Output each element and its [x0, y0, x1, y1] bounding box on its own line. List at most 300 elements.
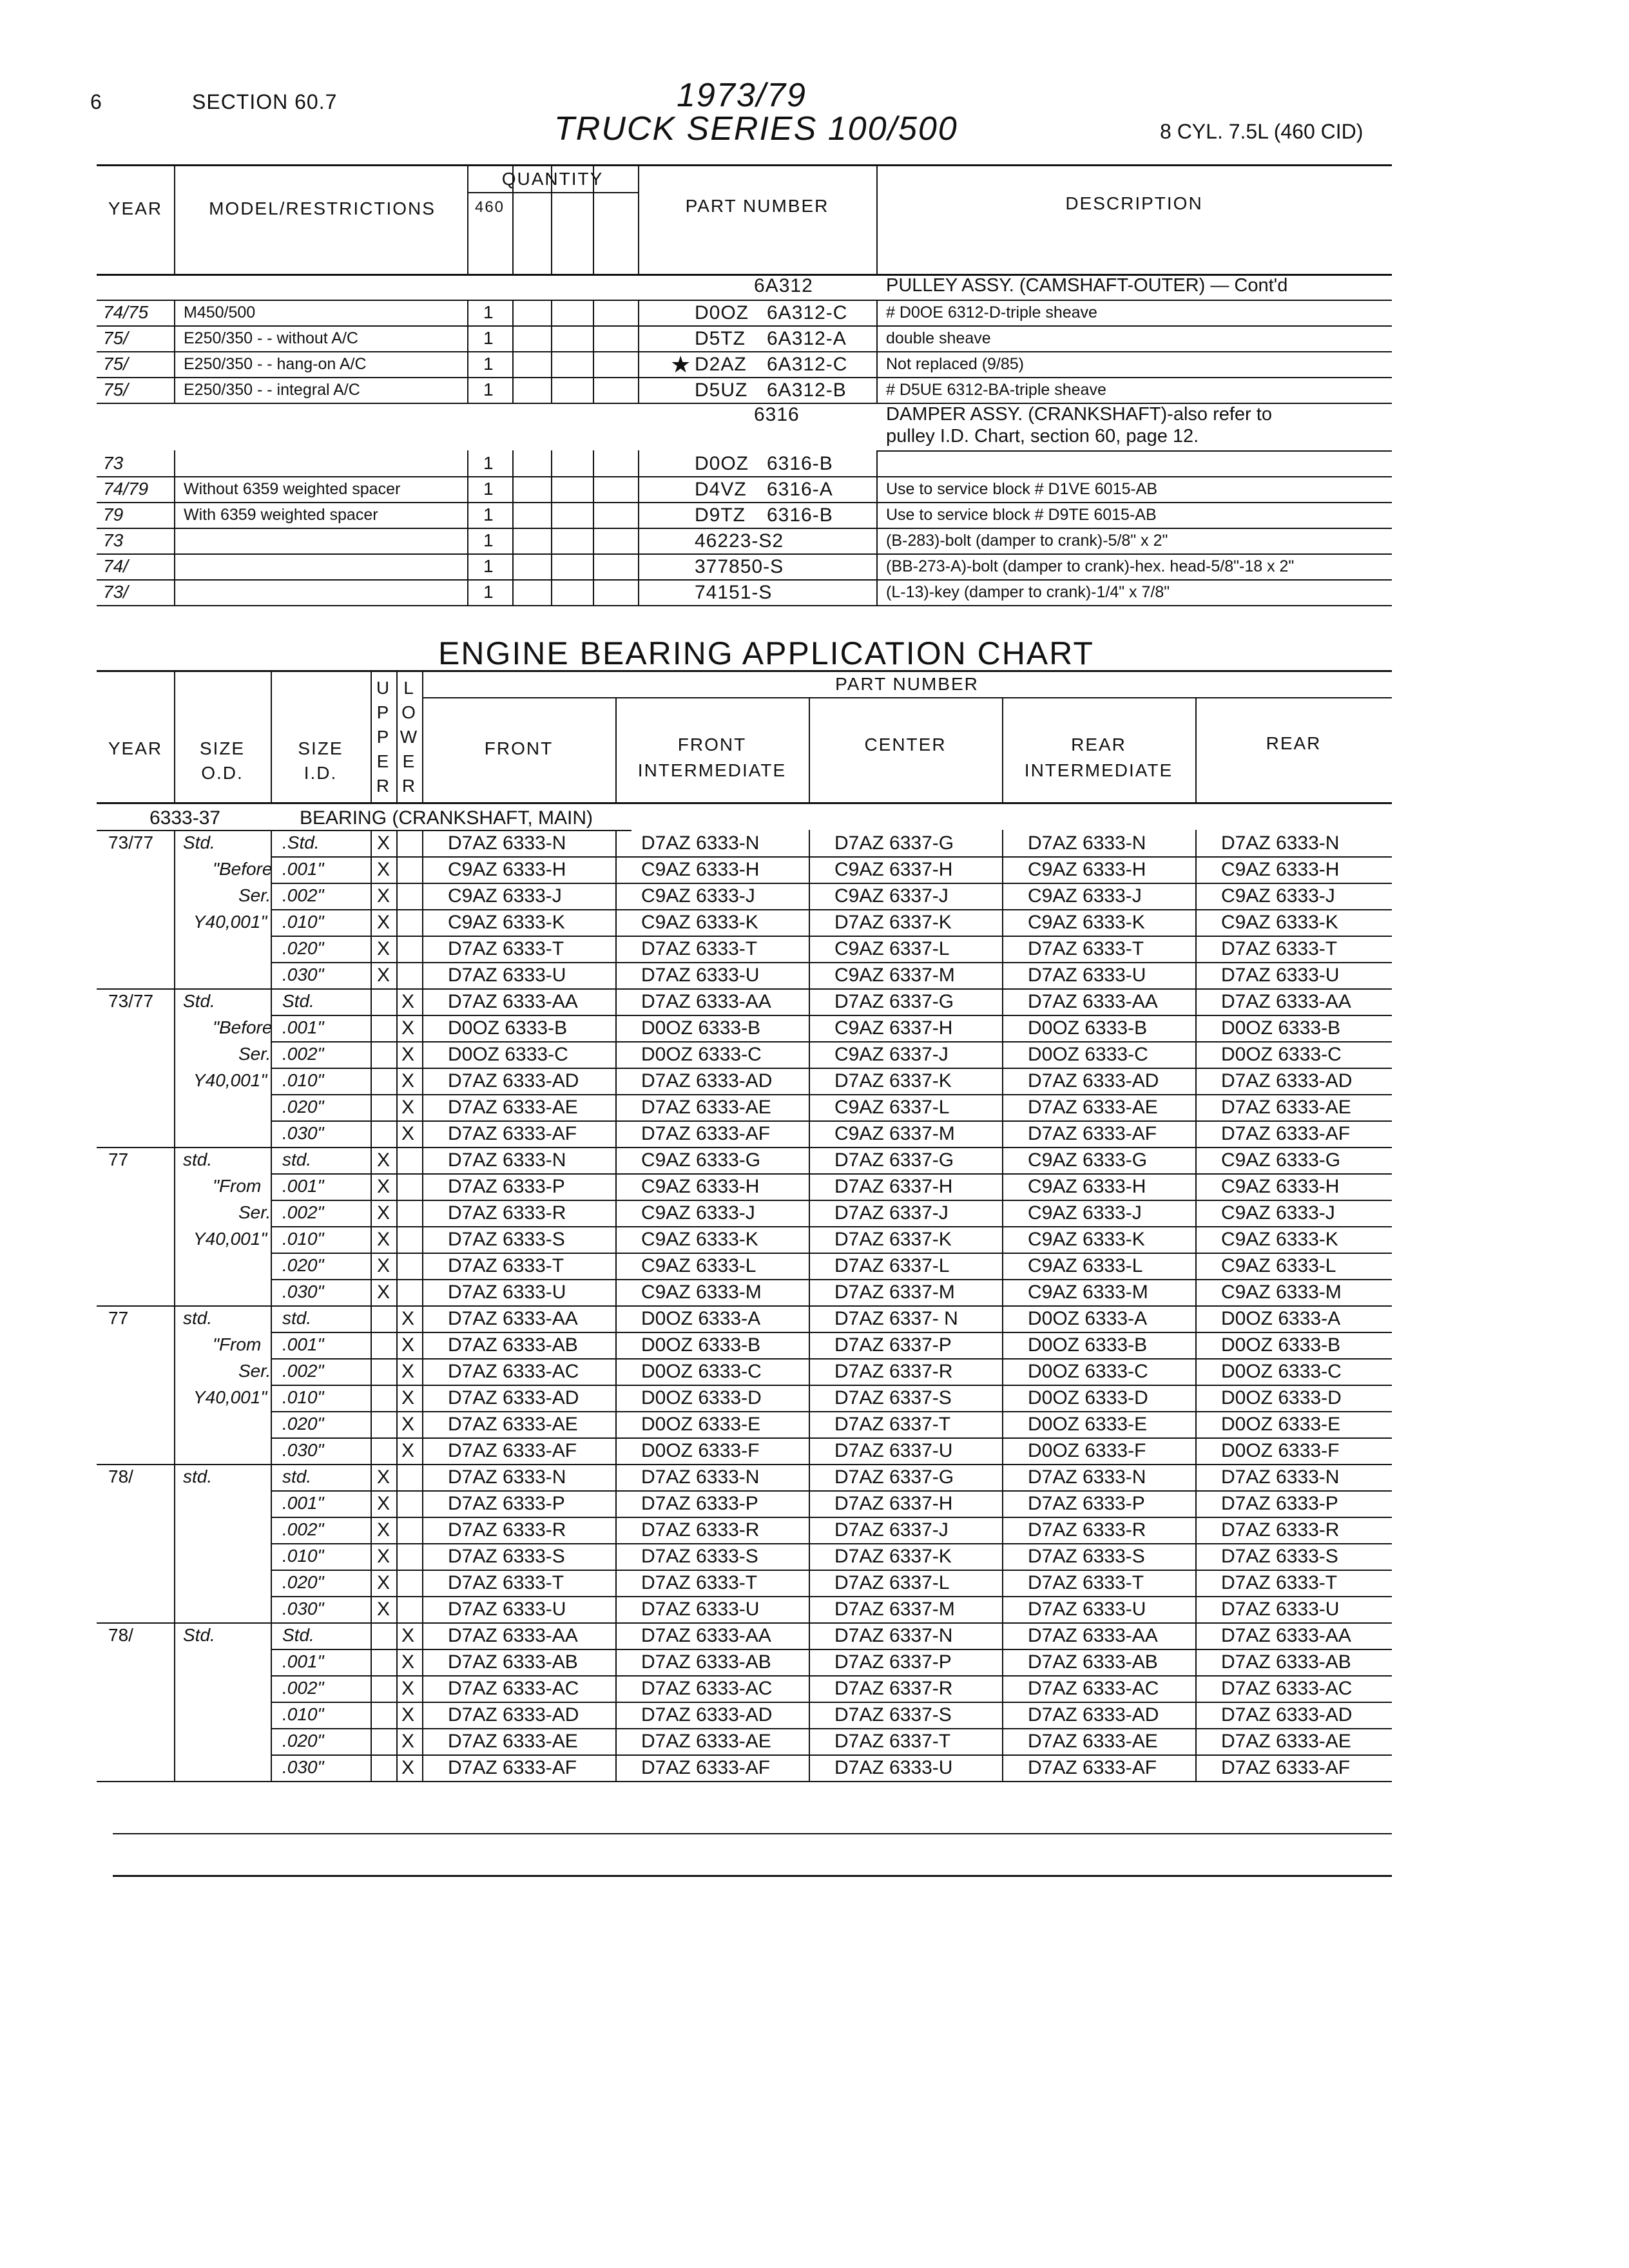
row-model: M450/500	[184, 303, 256, 322]
row-model: E250/350 - - hang-on A/C	[184, 355, 367, 373]
part-number-cell: D7AZ 6333-T	[641, 938, 758, 959]
column-divider	[615, 1675, 617, 1702]
column-divider	[615, 856, 617, 883]
rule-line	[97, 300, 1392, 301]
column-divider	[1195, 1622, 1197, 1649]
column-divider	[809, 1279, 810, 1305]
part-number-cell: C9AZ 6333-K	[1221, 912, 1338, 933]
column-divider	[615, 1649, 617, 1675]
bearing-mark: X	[377, 1466, 390, 1488]
column-divider	[615, 883, 617, 909]
bearing-mark: X	[377, 1519, 390, 1541]
column-divider	[371, 883, 372, 909]
bearing-mark: X	[377, 965, 390, 986]
part-number-cell: D0OZ 6333-B	[1221, 1017, 1341, 1039]
column-divider	[396, 1173, 398, 1200]
group-year: 73/77	[108, 991, 154, 1011]
column-divider	[1002, 1490, 1003, 1517]
column-divider	[809, 1120, 810, 1147]
bearing-mark: X	[401, 1440, 415, 1461]
rule-line	[271, 1385, 1392, 1386]
row-year: 73	[103, 530, 124, 550]
size-id: .002"	[282, 1202, 324, 1222]
bearing-mark: X	[377, 938, 390, 959]
row-part-prefix: D0OZ	[695, 453, 749, 474]
column-divider	[1195, 1094, 1197, 1120]
column-divider	[809, 1702, 810, 1728]
column-divider	[371, 1464, 372, 1490]
size-od: Ser.	[238, 1361, 271, 1381]
column-divider	[1195, 1570, 1197, 1596]
rule-line	[271, 883, 1392, 884]
column-divider	[371, 909, 372, 936]
column-divider	[638, 450, 639, 476]
part-number-cell: C9AZ 6333-H	[1221, 1176, 1340, 1197]
part-number-cell: D7AZ 6333-U	[1221, 1599, 1340, 1620]
size-od: Ser.	[238, 1044, 271, 1064]
column-divider	[809, 856, 810, 883]
column-divider	[876, 377, 878, 403]
column-divider	[271, 1675, 272, 1702]
column-divider	[1002, 1649, 1003, 1675]
column-divider	[809, 1094, 810, 1120]
size-id: .030"	[282, 1440, 324, 1460]
column-divider	[371, 1596, 372, 1622]
column-divider	[271, 1226, 272, 1253]
rule-line	[97, 325, 1392, 327]
column-divider	[809, 883, 810, 909]
engine-spec: 8 CYL. 7.5L (460 CID)	[1160, 120, 1364, 143]
part-number-cell: D7AZ 6333-AA	[641, 1625, 771, 1646]
part-number-cell: C9AZ 6333-J	[641, 1202, 755, 1224]
part-number-cell: C9AZ 6333-J	[1028, 1202, 1142, 1224]
part-number-cell: C9AZ 6333-K	[1028, 912, 1145, 933]
part-number-cell: D7AZ 6333-T	[1028, 1572, 1144, 1593]
row-part-prefix: D5TZ	[695, 328, 746, 349]
part-number-cell: D7AZ 6333-P	[1028, 1493, 1145, 1514]
row-year: 75/	[103, 328, 128, 348]
bearing-mark: X	[377, 885, 390, 907]
upper-header-letter: U	[376, 678, 391, 698]
row-star: ★	[670, 351, 691, 378]
row-part-number: 74151-S	[695, 582, 773, 603]
size-od: Std.	[183, 1625, 215, 1645]
column-divider	[512, 528, 514, 553]
row-part-number: 6A312-B	[767, 380, 847, 401]
column-divider	[615, 1490, 617, 1517]
rule-line	[271, 1437, 1392, 1439]
column-divider	[396, 1649, 398, 1675]
column-divider	[1195, 1015, 1197, 1041]
column-divider	[809, 1068, 810, 1094]
part-number-cell: D0OZ 6333-D	[1028, 1387, 1148, 1408]
size-id: .001"	[282, 1176, 324, 1196]
rule-line	[271, 1094, 1392, 1095]
column-divider	[422, 856, 423, 883]
part-number-cell: D7AZ 6333-AA	[1221, 991, 1351, 1012]
row-model: With 6359 weighted spacer	[184, 506, 378, 524]
size-id: .020"	[282, 1414, 324, 1434]
part-number-cell: C9AZ 6333-M	[1221, 1282, 1342, 1303]
rule-line	[271, 856, 1392, 858]
part-number-cell: D7AZ 6333-AE	[1028, 1097, 1158, 1118]
row-quantity: 1	[483, 328, 494, 348]
column-divider	[809, 1490, 810, 1517]
size-id: .001"	[282, 859, 324, 879]
column-divider	[371, 1279, 372, 1305]
column-divider	[1195, 1437, 1197, 1464]
column-divider	[593, 450, 594, 476]
part-number-cell: D7AZ 6333-AC	[448, 1678, 579, 1699]
column-divider	[422, 1094, 423, 1120]
part-number-cell: C9AZ 6337-J	[834, 885, 949, 907]
column-divider	[1195, 1596, 1197, 1622]
column-divider	[638, 164, 639, 274]
size-id: .002"	[282, 1044, 324, 1064]
column-divider	[271, 936, 272, 962]
rule-line	[271, 1596, 1392, 1597]
column-divider	[371, 830, 372, 856]
column-divider	[422, 1622, 423, 1649]
row-description: (BB-273-A)-bolt (damper to crank)-hex. head-5/8"-18 x 2"	[886, 557, 1295, 575]
part-number-cell: C9AZ 6333-H	[641, 1176, 760, 1197]
column-divider	[174, 476, 175, 502]
part-number-cell: D7AZ 6333-S	[1028, 1546, 1145, 1567]
part-number-cell: D7AZ 6333-P	[641, 1493, 758, 1514]
column-divider	[512, 300, 514, 325]
part-number-cell: D0OZ 6333-D	[1221, 1387, 1342, 1408]
column-divider	[1002, 1570, 1003, 1596]
column-divider	[422, 1015, 423, 1041]
column-divider	[593, 300, 594, 325]
part-number-cell: D7AZ 6333-R	[448, 1202, 566, 1224]
part-number-cell: D7AZ 6333-N	[1221, 1466, 1340, 1488]
group-title-continued: pulley I.D. Chart, section 60, page 12.	[886, 426, 1199, 447]
column-divider	[809, 1728, 810, 1754]
part-number-cell: D0OZ 6333-E	[641, 1414, 761, 1435]
part-number-cell: D0OZ 6333-B	[448, 1017, 568, 1039]
part-number-cell: D7AZ 6333-AE	[1221, 1097, 1351, 1118]
column-divider	[809, 830, 810, 856]
column-divider	[1195, 1490, 1197, 1517]
column-divider	[593, 528, 594, 553]
group-year: 73/77	[108, 832, 154, 852]
rule-line	[113, 1875, 1392, 1877]
rule-line	[271, 909, 1392, 910]
column-divider	[396, 1068, 398, 1094]
column-divider	[809, 1622, 810, 1649]
column-divider	[1195, 962, 1197, 988]
column-divider	[1195, 1068, 1197, 1094]
column-divider	[271, 1385, 272, 1411]
rule-line	[113, 1833, 1392, 1834]
part-number-cell: D7AZ 6333-R	[1028, 1519, 1146, 1541]
column-divider	[271, 1120, 272, 1147]
rule-line	[271, 1358, 1392, 1360]
part-number-cell: D7AZ 6333-AF	[448, 1123, 577, 1144]
column-divider	[615, 1411, 617, 1437]
column-divider	[615, 1570, 617, 1596]
column-divider	[371, 1358, 372, 1385]
rule-line	[271, 1411, 1392, 1412]
column-divider	[1195, 1305, 1197, 1332]
column-divider	[1195, 1702, 1197, 1728]
column-divider	[1002, 1622, 1003, 1649]
column-divider	[371, 988, 372, 1015]
part-number-cell: D7AZ 6337-L	[834, 1572, 950, 1593]
column-divider	[396, 1675, 398, 1702]
column-divider	[271, 1094, 272, 1120]
part-number-cell: D7AZ 6333-AD	[1221, 1070, 1353, 1091]
column-divider	[1195, 1279, 1197, 1305]
column-divider	[371, 1226, 372, 1253]
part-number-cell: D7AZ 6333-AD	[448, 1070, 579, 1091]
column-divider	[271, 1517, 272, 1543]
column-divider	[638, 377, 639, 403]
column-divider	[1195, 1253, 1197, 1279]
column-divider	[809, 1543, 810, 1570]
bearing-mark: X	[401, 1704, 415, 1725]
part-number-cell: D7AZ 6333-AA	[641, 991, 771, 1012]
column-divider	[396, 1490, 398, 1517]
size-id: Std.	[282, 991, 314, 1011]
row-year: 74/75	[103, 302, 149, 322]
column-divider	[809, 1358, 810, 1385]
column-divider	[271, 988, 272, 1015]
column-divider	[1002, 1041, 1003, 1068]
column-divider	[1002, 1411, 1003, 1437]
column-divider	[876, 450, 878, 476]
column-divider	[396, 1147, 398, 1173]
rule-line	[97, 802, 1392, 804]
row-year: 73/	[103, 582, 128, 602]
column-divider	[1002, 936, 1003, 962]
row-quantity: 1	[483, 479, 494, 499]
column-divider	[809, 1675, 810, 1702]
column-divider	[174, 579, 175, 605]
part-number-header: PART NUMBER	[835, 674, 979, 694]
size-id: .030"	[282, 1282, 324, 1302]
page-title-series: TRUCK SERIES 100/500	[554, 110, 958, 148]
column-divider	[174, 830, 175, 988]
part-number-cell: D0OZ 6333-E	[1028, 1414, 1148, 1435]
column-divider	[271, 1622, 272, 1649]
column-divider	[174, 502, 175, 528]
lower-header-letter: O	[401, 702, 417, 722]
part-number-cell: D7AZ 6333-AF	[448, 1440, 577, 1461]
column-divider	[396, 1702, 398, 1728]
part-number-cell: D7AZ 6337-M	[834, 1599, 955, 1620]
part-number-cell: C9AZ 6333-M	[641, 1282, 762, 1303]
column-divider	[422, 1332, 423, 1358]
rule-line	[97, 377, 1392, 378]
column-divider	[1195, 936, 1197, 962]
upper-header-letter: P	[376, 727, 390, 747]
part-number-cell: C9AZ 6337-M	[834, 1123, 955, 1144]
column-divider	[422, 830, 423, 856]
row-quantity: 1	[483, 354, 494, 374]
part-number-cell: D0OZ 6333-C	[1028, 1044, 1148, 1065]
column-divider	[1002, 1702, 1003, 1728]
rule-line	[271, 1173, 1392, 1175]
column-divider	[1002, 1332, 1003, 1358]
part-number-cell: D0OZ 6333-A	[1221, 1308, 1341, 1329]
rule-line	[271, 1253, 1392, 1254]
column-divider	[1002, 1173, 1003, 1200]
column-divider	[271, 1570, 272, 1596]
page-title-years: 1973/79	[677, 77, 807, 114]
column-divider	[809, 1517, 810, 1543]
column-divider	[396, 856, 398, 883]
row-part-number: 46223-S2	[695, 530, 784, 552]
column-divider	[396, 909, 398, 936]
rule-line	[271, 1226, 1392, 1227]
rear-intermediate-header: REAR	[1071, 735, 1126, 754]
column-divider	[638, 351, 639, 377]
column-divider	[551, 450, 552, 476]
row-description: double sheave	[886, 329, 991, 347]
part-number-cell: D7AZ 6333-P	[1221, 1493, 1338, 1514]
part-number-cell: D7AZ 6333-N	[448, 1466, 566, 1488]
part-number-cell: D7AZ 6333-AD	[641, 1704, 773, 1725]
bearing-chart-title: ENGINE BEARING APPLICATION CHART	[438, 635, 1094, 671]
part-number-cell: C9AZ 6333-K	[1028, 1229, 1145, 1250]
column-divider	[396, 1411, 398, 1437]
column-divider	[1195, 909, 1197, 936]
column-divider	[271, 1332, 272, 1358]
column-divider	[422, 1200, 423, 1226]
column-divider	[809, 1200, 810, 1226]
column-divider	[1002, 1253, 1003, 1279]
row-year: 74/79	[103, 479, 149, 499]
size-od: Y40,001"	[193, 1387, 267, 1407]
upper-header-letter: E	[376, 751, 390, 771]
row-quantity: 1	[483, 453, 494, 473]
rule-line	[97, 670, 1392, 672]
column-divider	[638, 553, 639, 579]
column-divider	[422, 1464, 423, 1490]
column-divider	[1002, 856, 1003, 883]
column-divider	[809, 1570, 810, 1596]
description-header: DESCRIPTION	[1065, 193, 1203, 213]
bearing-mark: X	[401, 1123, 415, 1144]
part-number-cell: D7AZ 6333-N	[641, 1466, 760, 1488]
column-divider	[1195, 988, 1197, 1015]
base-part-number: 6316	[754, 404, 800, 425]
column-divider	[396, 1596, 398, 1622]
column-divider	[809, 1437, 810, 1464]
bearing-mark: X	[401, 991, 415, 1012]
part-number-cell: D7AZ 6333-AF	[641, 1757, 771, 1778]
rule-line	[422, 697, 1392, 698]
part-number-cell: D7AZ 6333-AB	[448, 1334, 578, 1356]
part-number-cell: C9AZ 6333-G	[1221, 1149, 1341, 1171]
bearing-mark: X	[401, 1678, 415, 1699]
column-divider	[1195, 883, 1197, 909]
part-number-cell: D7AZ 6333-AD	[1028, 1704, 1159, 1725]
part-number-cell: D7AZ 6333-S	[641, 1546, 758, 1567]
bearing-mark: X	[377, 1599, 390, 1620]
column-divider	[396, 830, 398, 856]
column-divider	[371, 1622, 372, 1649]
column-divider	[638, 300, 639, 325]
column-divider	[615, 1120, 617, 1147]
part-number-cell: D0OZ 6333-F	[1028, 1440, 1146, 1461]
bearing-mark: X	[377, 1176, 390, 1197]
column-divider	[371, 1411, 372, 1437]
column-divider	[371, 1094, 372, 1120]
bearing-mark: X	[377, 1546, 390, 1567]
column-divider	[1002, 1437, 1003, 1464]
part-number-cell: D7AZ 6333-AE	[448, 1731, 578, 1752]
column-divider	[422, 1411, 423, 1437]
column-divider	[422, 1728, 423, 1754]
column-divider	[422, 1702, 423, 1728]
column-divider	[174, 988, 175, 1147]
column-divider	[809, 1173, 810, 1200]
column-divider	[422, 1068, 423, 1094]
column-divider	[371, 1041, 372, 1068]
column-divider	[1002, 1226, 1003, 1253]
part-number-cell: D0OZ 6333-A	[641, 1308, 761, 1329]
part-number-cell: C9AZ 6333-H	[1028, 859, 1146, 880]
part-number-cell: C9AZ 6337-J	[834, 1044, 949, 1065]
column-divider	[1195, 1147, 1197, 1173]
rule-line	[97, 164, 1392, 166]
column-divider	[512, 325, 514, 351]
column-divider	[371, 1068, 372, 1094]
column-divider	[1195, 1332, 1197, 1358]
column-divider	[467, 351, 468, 377]
column-divider	[422, 988, 423, 1015]
column-divider	[1195, 1464, 1197, 1490]
row-description: Use to service block # D9TE 6015-AB	[886, 506, 1157, 524]
column-divider	[551, 502, 552, 528]
column-divider	[396, 1358, 398, 1385]
part-number-cell: D7AZ 6333-AC	[1221, 1678, 1353, 1699]
part-number-cell: C9AZ 6333-J	[448, 885, 562, 907]
row-quantity: 1	[483, 380, 494, 399]
column-divider	[174, 300, 175, 325]
column-divider	[1002, 1385, 1003, 1411]
size-od: Std.	[183, 832, 215, 852]
part-number-cell: D0OZ 6333-C	[448, 1044, 568, 1065]
column-divider	[1002, 1517, 1003, 1543]
column-divider	[396, 1120, 398, 1147]
group-year: 78/	[108, 1466, 133, 1486]
column-divider	[551, 325, 552, 351]
column-divider	[396, 1200, 398, 1226]
part-number-cell: D0OZ 6333-C	[1221, 1361, 1342, 1382]
column-divider	[422, 962, 423, 988]
bearing-mark: X	[377, 832, 390, 854]
size-id: .001"	[282, 1017, 324, 1037]
column-divider	[422, 1596, 423, 1622]
part-number-cell: D7AZ 6333-AA	[448, 1625, 578, 1646]
row-description: Use to service block # D1VE 6015-AB	[886, 480, 1158, 498]
part-number-cell: D7AZ 6333-S	[448, 1229, 565, 1250]
column-divider	[396, 1437, 398, 1464]
size-od: Y40,001"	[193, 1070, 267, 1090]
column-divider	[371, 1649, 372, 1675]
row-description: # D5UE 6312-BA-triple sheave	[886, 381, 1106, 399]
row-quantity: 1	[483, 556, 494, 576]
rear-header: REAR	[1266, 733, 1322, 753]
bearing-mark: X	[401, 1361, 415, 1382]
column-divider	[422, 1173, 423, 1200]
row-part-number: 6A312-C	[767, 302, 848, 323]
size-id-header: I.D.	[304, 763, 338, 783]
